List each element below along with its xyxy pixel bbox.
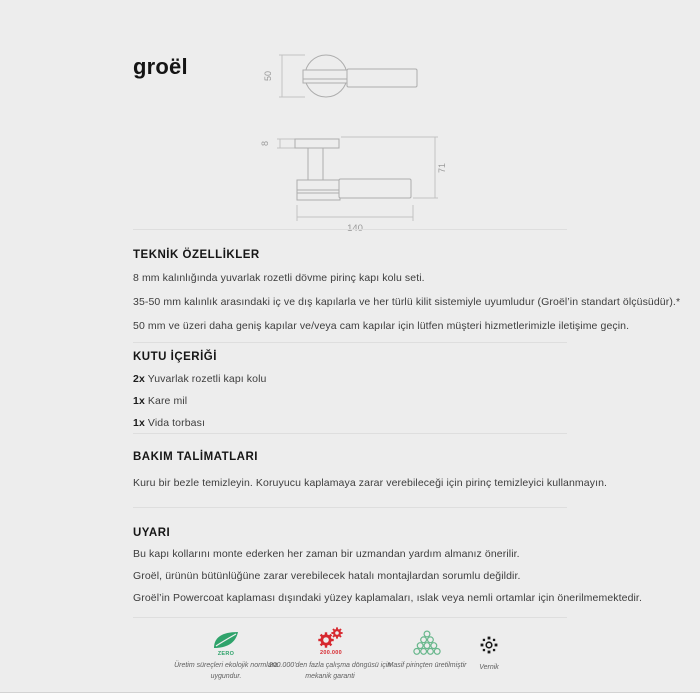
section-title-care-instructions: BAKIM TALİMATLARI <box>133 451 258 463</box>
eco-leaf-icon <box>212 630 240 650</box>
varnish-sparkle-icon <box>480 636 498 654</box>
tech-spec-line: 8 mm kalınlığında yuvarlak rozetli dövme pirinç kapı kolu seti. <box>133 272 425 284</box>
handle-neck-top-view <box>303 70 348 83</box>
brass-badge-caption: Masif pirinçten üretilmiştir <box>387 662 467 669</box>
dimension-140 <box>297 205 413 221</box>
care-instruction-line: Kuru bir bezle temizleyin. Koruyucu kaplamaya zarar verebileceği için pirinç temizleyici kullanmayın. <box>133 477 608 489</box>
warning-line: Groël’in Powercoat kaplaması dışındaki yüzey kaplamaları, ıslak veya nemli ortamlar için önerilmemektedir. <box>133 592 642 604</box>
item-label: Vida torbası <box>147 417 205 429</box>
divider <box>133 229 567 230</box>
item-quantity: 2x <box>133 373 145 385</box>
item-label: Kare mil <box>147 395 188 407</box>
divider <box>133 342 567 343</box>
door-handle-technical-drawing <box>255 45 455 235</box>
section-title-technical-specs: TEKNİK ÖZELLİKLER <box>133 249 260 261</box>
tech-spec-line: 50 mm ve üzeri daha geniş kapılar ve/veya cam kapılar için lütfen müşteri hizmetlerimizle iletişime geçin. <box>133 320 630 332</box>
handle-neck-side-view <box>297 180 340 200</box>
tech-spec-line: 35-50 mm kalınlık arasındaki iç ve dış kapılarla ve her türlü kilit sistemiyle uyumludur (Groël’in standart ölçüsüdür).* <box>133 296 681 308</box>
dim-label-rosette-thickness: 8 <box>260 140 270 147</box>
mechanical-warranty-gears-icon <box>317 627 345 649</box>
item-label: Yuvarlak rozetli kapı kolu <box>147 373 267 385</box>
solid-brass-stack-icon <box>413 630 441 656</box>
warning-line: Groël, ürünün bütünlüğüne zarar verebilecek hatalı montajlardan sorumlu değildir. <box>133 570 521 582</box>
dim-label-side-height: 71 <box>437 162 447 174</box>
box-content-item <box>133 395 187 407</box>
cycles-badge-value: 200.000 <box>320 650 342 656</box>
section-title-warning: UYARI <box>133 527 171 539</box>
dimension-50 <box>279 55 305 97</box>
divider <box>133 507 567 508</box>
handle-stem-side-view <box>308 148 323 180</box>
handle-grip-top-view <box>347 69 417 87</box>
rosette-side-view <box>295 139 339 148</box>
box-content-item <box>133 373 266 385</box>
eco-badge-value: ZERO <box>217 651 235 657</box>
item-quantity: 1x <box>133 395 145 407</box>
section-title-box-contents: KUTU İÇERİĞİ <box>133 351 217 363</box>
page-bottom-edge <box>0 692 700 700</box>
brand-logo: groël <box>133 54 188 79</box>
divider <box>133 617 567 618</box>
cycles-badge-caption: 200.000'den fazla çalışma döngüsü için mekanik garanti <box>268 662 392 680</box>
eco-badge-caption: Üretim süreçleri ekolojik normlara uygundur. <box>174 662 278 680</box>
item-quantity: 1x <box>133 417 145 429</box>
divider <box>133 433 567 434</box>
box-content-item <box>133 417 205 429</box>
dimension-8 <box>277 139 295 148</box>
handle-grip-side-view <box>339 179 411 198</box>
dim-label-top-height: 50 <box>263 70 273 82</box>
warning-line: Bu kapı kollarını monte ederken her zaman bir uzmandan yardım almanız önerilir. <box>133 548 520 560</box>
varnish-badge-caption: Vernik <box>479 664 499 671</box>
